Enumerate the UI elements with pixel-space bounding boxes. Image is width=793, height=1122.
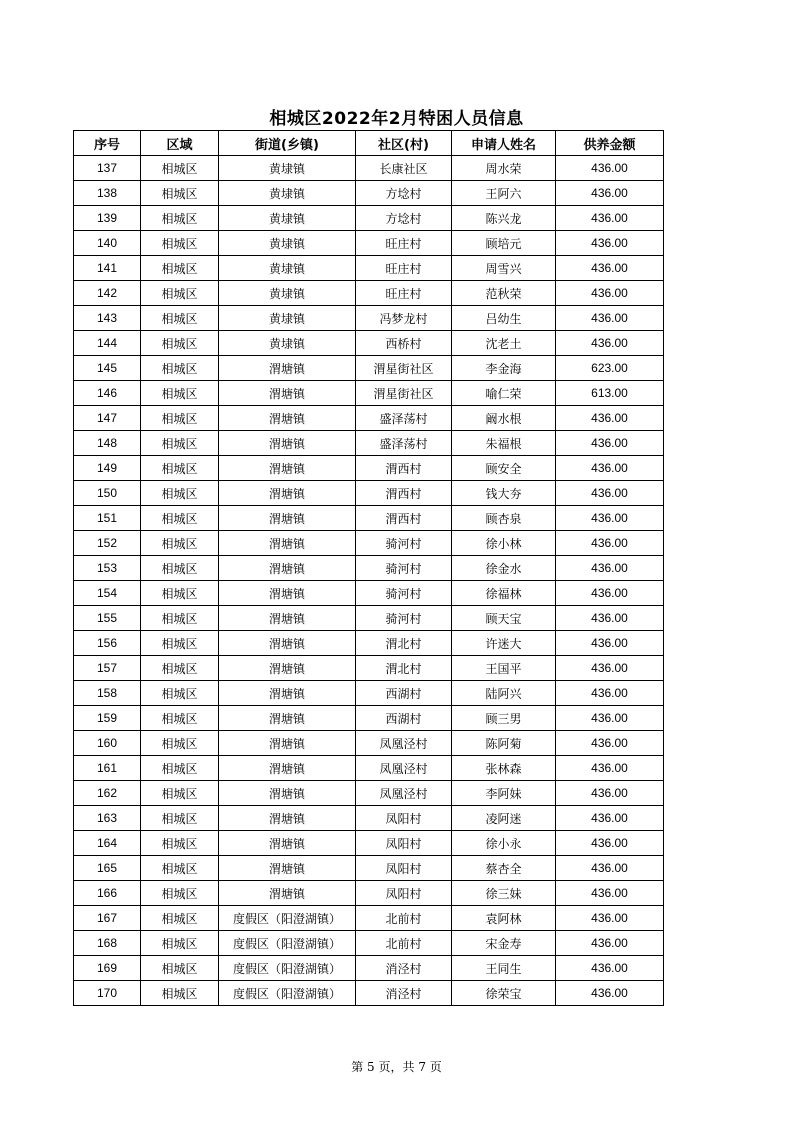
row-region: 相城区 (141, 531, 219, 556)
row-community: 骑河村 (356, 556, 452, 581)
row-amount: 436.00 (556, 481, 664, 506)
row-region: 相城区 (141, 756, 219, 781)
row-town: 渭塘镇 (219, 806, 356, 831)
table-row (74, 731, 664, 756)
table-row (74, 706, 664, 731)
row-town: 渭塘镇 (219, 406, 356, 431)
row-index: 167 (74, 906, 141, 931)
row-amount: 436.00 (556, 906, 664, 931)
row-index: 153 (74, 556, 141, 581)
row-region: 相城区 (141, 231, 219, 256)
row-index: 144 (74, 331, 141, 356)
row-town: 黄埭镇 (219, 231, 356, 256)
row-amount: 613.00 (556, 381, 664, 406)
table-row (74, 156, 664, 181)
row-applicant: 许迷大 (452, 631, 556, 656)
row-community: 骑河村 (356, 606, 452, 631)
row-region: 相城区 (141, 256, 219, 281)
column-header-town: 街道(乡镇) (219, 131, 356, 156)
row-community: 渭西村 (356, 506, 452, 531)
row-amount: 436.00 (556, 206, 664, 231)
row-region: 相城区 (141, 206, 219, 231)
row-town: 黄埭镇 (219, 331, 356, 356)
table-row (74, 206, 664, 231)
row-index: 139 (74, 206, 141, 231)
row-community: 旺庄村 (356, 256, 452, 281)
row-amount: 436.00 (556, 331, 664, 356)
row-applicant: 徐小林 (452, 531, 556, 556)
row-region: 相城区 (141, 681, 219, 706)
row-applicant: 沈老土 (452, 331, 556, 356)
table-row (74, 481, 664, 506)
row-amount: 436.00 (556, 181, 664, 206)
table-row (74, 181, 664, 206)
row-amount: 436.00 (556, 706, 664, 731)
row-region: 相城区 (141, 356, 219, 381)
row-region: 相城区 (141, 631, 219, 656)
row-applicant: 袁阿林 (452, 906, 556, 931)
row-applicant: 周雪兴 (452, 256, 556, 281)
column-header-community: 社区(村) (356, 131, 452, 156)
row-applicant: 钱大夯 (452, 481, 556, 506)
row-index: 152 (74, 531, 141, 556)
row-region: 相城区 (141, 656, 219, 681)
row-region: 相城区 (141, 956, 219, 981)
row-applicant: 李金海 (452, 356, 556, 381)
row-region: 相城区 (141, 281, 219, 306)
table-row (74, 806, 664, 831)
row-applicant: 周水荣 (452, 156, 556, 181)
row-community: 渭北村 (356, 631, 452, 656)
row-town: 度假区（阳澄湖镇） (219, 981, 356, 1006)
row-town: 度假区（阳澄湖镇） (219, 931, 356, 956)
row-region: 相城区 (141, 856, 219, 881)
row-community: 渭西村 (356, 456, 452, 481)
row-applicant: 王阿六 (452, 181, 556, 206)
row-amount: 436.00 (556, 306, 664, 331)
row-index: 158 (74, 681, 141, 706)
table-row (74, 881, 664, 906)
table-row (74, 356, 664, 381)
row-applicant: 范秋荣 (452, 281, 556, 306)
row-town: 度假区（阳澄湖镇） (219, 906, 356, 931)
row-applicant: 徐福林 (452, 581, 556, 606)
row-applicant: 徐荣宝 (452, 981, 556, 1006)
row-index: 145 (74, 356, 141, 381)
table-row (74, 631, 664, 656)
row-index: 148 (74, 431, 141, 456)
row-region: 相城区 (141, 881, 219, 906)
row-town: 渭塘镇 (219, 431, 356, 456)
row-community: 凤凰泾村 (356, 756, 452, 781)
column-header-index: 序号 (74, 131, 141, 156)
table-row (74, 856, 664, 881)
row-region: 相城区 (141, 381, 219, 406)
row-applicant: 王同生 (452, 956, 556, 981)
row-community: 方埝村 (356, 181, 452, 206)
row-amount: 436.00 (556, 806, 664, 831)
row-town: 黄埭镇 (219, 206, 356, 231)
row-community: 凤阳村 (356, 806, 452, 831)
row-index: 140 (74, 231, 141, 256)
recipients-table (73, 130, 664, 1006)
row-region: 相城区 (141, 331, 219, 356)
row-amount: 436.00 (556, 856, 664, 881)
row-amount: 623.00 (556, 356, 664, 381)
row-town: 渭塘镇 (219, 381, 356, 406)
row-index: 155 (74, 606, 141, 631)
row-town: 渭塘镇 (219, 881, 356, 906)
table-row (74, 531, 664, 556)
table-row (74, 456, 664, 481)
row-town: 渭塘镇 (219, 781, 356, 806)
row-region: 相城区 (141, 456, 219, 481)
row-applicant: 陈阿菊 (452, 731, 556, 756)
row-town: 渭塘镇 (219, 556, 356, 581)
row-region: 相城区 (141, 581, 219, 606)
table-row (74, 306, 664, 331)
row-index: 141 (74, 256, 141, 281)
row-applicant: 陈兴龙 (452, 206, 556, 231)
row-town: 渭塘镇 (219, 731, 356, 756)
row-town: 渭塘镇 (219, 706, 356, 731)
row-applicant: 徐三妹 (452, 881, 556, 906)
row-amount: 436.00 (556, 506, 664, 531)
table-row (74, 506, 664, 531)
row-town: 黄埭镇 (219, 306, 356, 331)
row-applicant: 宋金寿 (452, 931, 556, 956)
row-community: 盛泽荡村 (356, 406, 452, 431)
row-region: 相城区 (141, 706, 219, 731)
table-row (74, 606, 664, 631)
row-town: 渭塘镇 (219, 481, 356, 506)
row-index: 156 (74, 631, 141, 656)
row-community: 方埝村 (356, 206, 452, 231)
row-index: 142 (74, 281, 141, 306)
row-index: 151 (74, 506, 141, 531)
row-community: 西桥村 (356, 331, 452, 356)
row-community: 凤阳村 (356, 881, 452, 906)
row-index: 154 (74, 581, 141, 606)
row-region: 相城区 (141, 181, 219, 206)
row-town: 渭塘镇 (219, 356, 356, 381)
column-header-amount: 供养金额 (556, 131, 664, 156)
row-applicant: 徐小永 (452, 831, 556, 856)
table-row (74, 556, 664, 581)
row-community: 西湖村 (356, 681, 452, 706)
table-header-row (74, 131, 664, 156)
row-applicant: 徐金水 (452, 556, 556, 581)
table-row (74, 831, 664, 856)
row-amount: 436.00 (556, 681, 664, 706)
row-amount: 436.00 (556, 581, 664, 606)
row-amount: 436.00 (556, 656, 664, 681)
row-region: 相城区 (141, 156, 219, 181)
row-community: 渭星街社区 (356, 381, 452, 406)
row-index: 157 (74, 656, 141, 681)
row-town: 黄埭镇 (219, 156, 356, 181)
row-amount: 436.00 (556, 156, 664, 181)
table-row (74, 431, 664, 456)
row-town: 渭塘镇 (219, 756, 356, 781)
row-index: 165 (74, 856, 141, 881)
table-row (74, 281, 664, 306)
row-index: 150 (74, 481, 141, 506)
row-town: 黄埭镇 (219, 181, 356, 206)
row-applicant: 朱福根 (452, 431, 556, 456)
row-applicant: 张林森 (452, 756, 556, 781)
row-amount: 436.00 (556, 981, 664, 1006)
row-applicant: 顾安全 (452, 456, 556, 481)
row-amount: 436.00 (556, 956, 664, 981)
row-applicant: 凌阿迷 (452, 806, 556, 831)
row-community: 渭西村 (356, 481, 452, 506)
row-index: 162 (74, 781, 141, 806)
row-community: 渭星街社区 (356, 356, 452, 381)
row-community: 旺庄村 (356, 231, 452, 256)
page-title: 相城区2022年2月特困人员信息 (269, 109, 524, 129)
row-town: 渭塘镇 (219, 656, 356, 681)
row-town: 渭塘镇 (219, 681, 356, 706)
row-region: 相城区 (141, 731, 219, 756)
row-region: 相城区 (141, 831, 219, 856)
row-town: 渭塘镇 (219, 581, 356, 606)
row-applicant: 顾培元 (452, 231, 556, 256)
row-town: 渭塘镇 (219, 606, 356, 631)
row-amount: 436.00 (556, 456, 664, 481)
table-row (74, 331, 664, 356)
row-region: 相城区 (141, 806, 219, 831)
table-row (74, 406, 664, 431)
row-index: 160 (74, 731, 141, 756)
row-amount: 436.00 (556, 731, 664, 756)
row-region: 相城区 (141, 556, 219, 581)
table-row (74, 381, 664, 406)
row-region: 相城区 (141, 906, 219, 931)
row-applicant: 顾天宝 (452, 606, 556, 631)
row-town: 度假区（阳澄湖镇） (219, 956, 356, 981)
table-row (74, 956, 664, 981)
row-applicant: 顾杏泉 (452, 506, 556, 531)
row-community: 北前村 (356, 931, 452, 956)
row-index: 143 (74, 306, 141, 331)
row-applicant: 李阿妹 (452, 781, 556, 806)
row-index: 147 (74, 406, 141, 431)
row-community: 骑河村 (356, 531, 452, 556)
row-community: 骑河村 (356, 581, 452, 606)
row-amount: 436.00 (556, 431, 664, 456)
row-region: 相城区 (141, 781, 219, 806)
row-amount: 436.00 (556, 781, 664, 806)
row-region: 相城区 (141, 481, 219, 506)
table-row (74, 931, 664, 956)
column-header-region: 区域 (141, 131, 219, 156)
row-applicant: 喻仁荣 (452, 381, 556, 406)
row-community: 西湖村 (356, 706, 452, 731)
row-index: 169 (74, 956, 141, 981)
row-community: 消泾村 (356, 981, 452, 1006)
row-region: 相城区 (141, 981, 219, 1006)
row-community: 消泾村 (356, 956, 452, 981)
row-amount: 436.00 (556, 556, 664, 581)
row-index: 170 (74, 981, 141, 1006)
row-amount: 436.00 (556, 531, 664, 556)
row-applicant: 阚水根 (452, 406, 556, 431)
row-amount: 436.00 (556, 831, 664, 856)
row-community: 盛泽荡村 (356, 431, 452, 456)
row-index: 159 (74, 706, 141, 731)
row-town: 渭塘镇 (219, 531, 356, 556)
row-index: 168 (74, 931, 141, 956)
row-town: 黄埭镇 (219, 256, 356, 281)
row-index: 137 (74, 156, 141, 181)
row-region: 相城区 (141, 431, 219, 456)
row-index: 149 (74, 456, 141, 481)
table-row (74, 681, 664, 706)
row-region: 相城区 (141, 506, 219, 531)
table-row (74, 756, 664, 781)
row-community: 凤阳村 (356, 831, 452, 856)
row-town: 渭塘镇 (219, 456, 356, 481)
row-community: 旺庄村 (356, 281, 452, 306)
table-row (74, 581, 664, 606)
row-applicant: 王国平 (452, 656, 556, 681)
row-index: 146 (74, 381, 141, 406)
row-index: 161 (74, 756, 141, 781)
row-region: 相城区 (141, 406, 219, 431)
row-amount: 436.00 (556, 281, 664, 306)
row-index: 138 (74, 181, 141, 206)
table-row (74, 231, 664, 256)
row-amount: 436.00 (556, 231, 664, 256)
table-row (74, 906, 664, 931)
row-amount: 436.00 (556, 931, 664, 956)
row-index: 163 (74, 806, 141, 831)
table-row (74, 256, 664, 281)
row-applicant: 顾三男 (452, 706, 556, 731)
row-region: 相城区 (141, 606, 219, 631)
row-community: 凤阳村 (356, 856, 452, 881)
table-row (74, 781, 664, 806)
row-community: 凤凰泾村 (356, 781, 452, 806)
row-applicant: 吕幼生 (452, 306, 556, 331)
row-amount: 436.00 (556, 881, 664, 906)
row-town: 渭塘镇 (219, 856, 356, 881)
row-town: 渭塘镇 (219, 831, 356, 856)
row-community: 长康社区 (356, 156, 452, 181)
row-town: 渭塘镇 (219, 506, 356, 531)
row-index: 164 (74, 831, 141, 856)
row-amount: 436.00 (556, 631, 664, 656)
table-row (74, 981, 664, 1006)
row-amount: 436.00 (556, 756, 664, 781)
row-index: 166 (74, 881, 141, 906)
row-amount: 436.00 (556, 606, 664, 631)
row-town: 渭塘镇 (219, 631, 356, 656)
row-applicant: 蔡杏全 (452, 856, 556, 881)
column-header-applicant: 申请人姓名 (452, 131, 556, 156)
row-community: 北前村 (356, 906, 452, 931)
row-community: 渭北村 (356, 656, 452, 681)
row-community: 冯梦龙村 (356, 306, 452, 331)
table-body (74, 156, 664, 1006)
page-footer: 第 5 页，共 7 页 (351, 1060, 442, 1074)
row-amount: 436.00 (556, 406, 664, 431)
row-region: 相城区 (141, 306, 219, 331)
row-town: 黄埭镇 (219, 281, 356, 306)
row-region: 相城区 (141, 931, 219, 956)
row-community: 凤凰泾村 (356, 731, 452, 756)
row-applicant: 陆阿兴 (452, 681, 556, 706)
table-row (74, 656, 664, 681)
row-amount: 436.00 (556, 256, 664, 281)
